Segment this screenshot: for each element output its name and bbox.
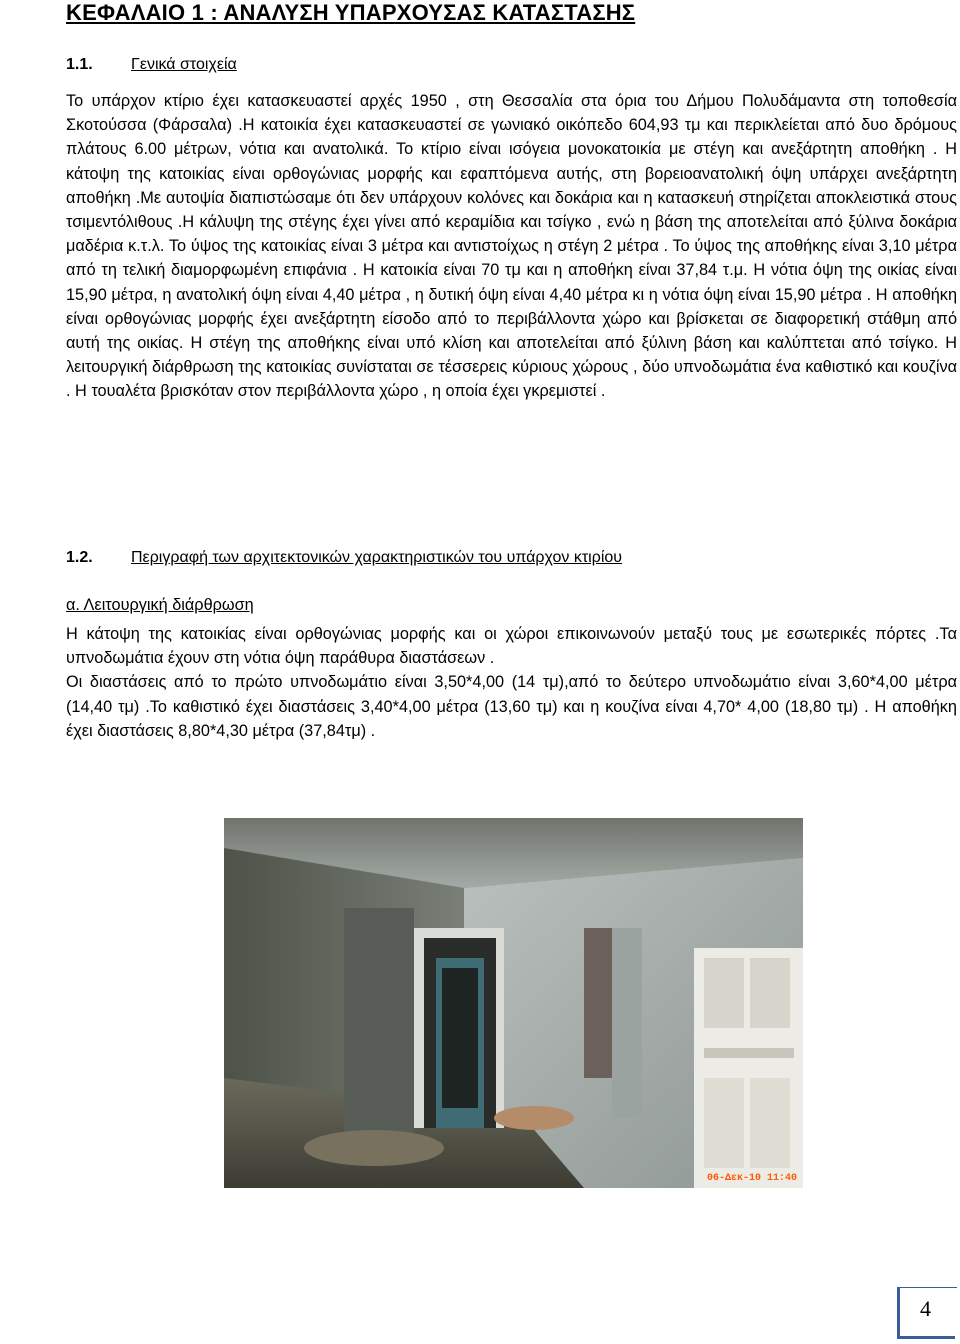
section-2-paragraphs [66, 622, 957, 743]
section-1-paragraph [66, 89, 957, 404]
paragraph-text: Οι διαστάσεις από το πρώτο υπνοδωμάτιο είναι 3,50*4,00 (14 τμ),από το δεύτερο υπνοδωμάτιο είναι 3,60*4,00 μέτρα (14,40 τμ) .Το καθιστικό έχει διαστάσεις 3,40*4,00 μέτρα (13,60 τμ) και η κουζίνα είναι 4,70* 4,00 (18,80 τμ) . Η αποθήκη έχει διαστάσεις 8,80*4,30 μέτρα (37,84τμ) . [66, 673, 957, 740]
section-2-heading [0, 549, 900, 571]
section-1-number: 1.1. [66, 56, 93, 73]
page-number: 4 [920, 1296, 931, 1321]
chapter-title: ΚΕΦΑΛΑΙΟ 1 : ΑΝΑΛΥΣΗ ΥΠΑΡΧΟΥΣΑΣ ΚΑΤΑΣΤΑΣΗΣ [66, 0, 636, 25]
section-1-heading [0, 56, 900, 78]
paragraph-text: Η κάτοψη της κατοικίας είναι ορθογώνιας μορφής και οι χώροι επικοινωνούν μεταξύ τους με εσωτερικές πόρτες .Τα υπνοδωμάτια έχουν στη νότια όψη παράθυρα διαστάσεων . [66, 625, 957, 668]
photo-timestamp: 06-Δεκ-10 11:40 [706, 1173, 797, 1184]
paragraph-text: Το υπάρχον κτίριο έχει κατασκευαστεί αρχές 1950 , στη Θεσσαλία στα όρια του Δήμου Πολυδάμαντα στη τοποθεσία Σκοτούσσα (Φάρσαλα) .Η κατοικία έχει κατασκευαστεί σε γωνιακό οικόπεδο 604,93 τμ και περικλείεται από δυο δρόμους πλάτους 6.00 μέτρων, νότια και ανατολικά. Το κτίριο είναι ισόγεια μονοκατοικία με στέγη και ανεξάρτητη αποθήκη . Η κάτοψη της κατοικίας είναι ορθογώνιας μορφής και εφαπτόμενα αυτής, στη βορειοανατολική όψη υπάρχει ανεξάρτητη αποθήκη .Με αυτοψία διαπιστώσαμε ότι δεν υπάρχουν κολόνες και δοκάρια και η κατασκευή στηρίζεται αποκλειστικά στους τσιμεντόλιθους .Η κάλυψη της στέγης έχει γίνει από κεραμίδια και τσίγκο , ενώ η βάση της αποτελείται από ξύλινα δοκάρια μαδέρια κ.τ.λ. Το ύψος της κατοικίας είναι 3 μέτρα και αντιστοίχως η στέγη 2 μέτρα . Το ύψος της αποθήκης είναι 3,10 μέτρα από τη τελική διαμορφωμένη επιφάνια . Η κατοικία είναι 70 τμ και η αποθήκη είναι 37,84 τ.μ. Η νότια όψη της οικίας είναι 15,90 μέτρα, η ανατολική όψη είναι 4,40 μέτρα , η δυτική όψη είναι 4,40 μέτρα κι η νότια όψη είναι 15,90 μέτρα . Η αποθήκη είναι ορθογώνιας μορφής έχει ανεξάρτητη είσοδο από το περιβάλλοντα χώρο και βρίσκεται σε διαφορετική στάθμη από αυτή της οικίας. Η στέγη της αποθήκης είναι υπό κλίση και αποτελείται από ξύλινη βάση και καλύπτεται από τσίγκο. Η λειτουργική διάρθρωση της κατοικίας συνίσταται σε τέσσερεις κύριους χώρους , δύο υπνοδωμάτια ένα καθιστικό και κουζίνα . Η τουαλέτα βρισκόταν στον περιβάλλοντα χώρο , η οποία έχει γκρεμιστεί . [66, 92, 957, 401]
interior-photo [224, 818, 803, 1188]
section-1-title: Γενικά στοιχεία [131, 56, 237, 73]
interior-photo-illustration [224, 818, 803, 1188]
page-number-rule [900, 1287, 957, 1288]
section-2-title: Περιγραφή των αρχιτεκτονικών χαρακτηριστικών του υπάρχον κτιρίου [131, 549, 623, 566]
section-2-number: 1.2. [66, 549, 93, 566]
subheading-functional-layout: α. Λειτουργική διάρθρωση [66, 596, 254, 614]
